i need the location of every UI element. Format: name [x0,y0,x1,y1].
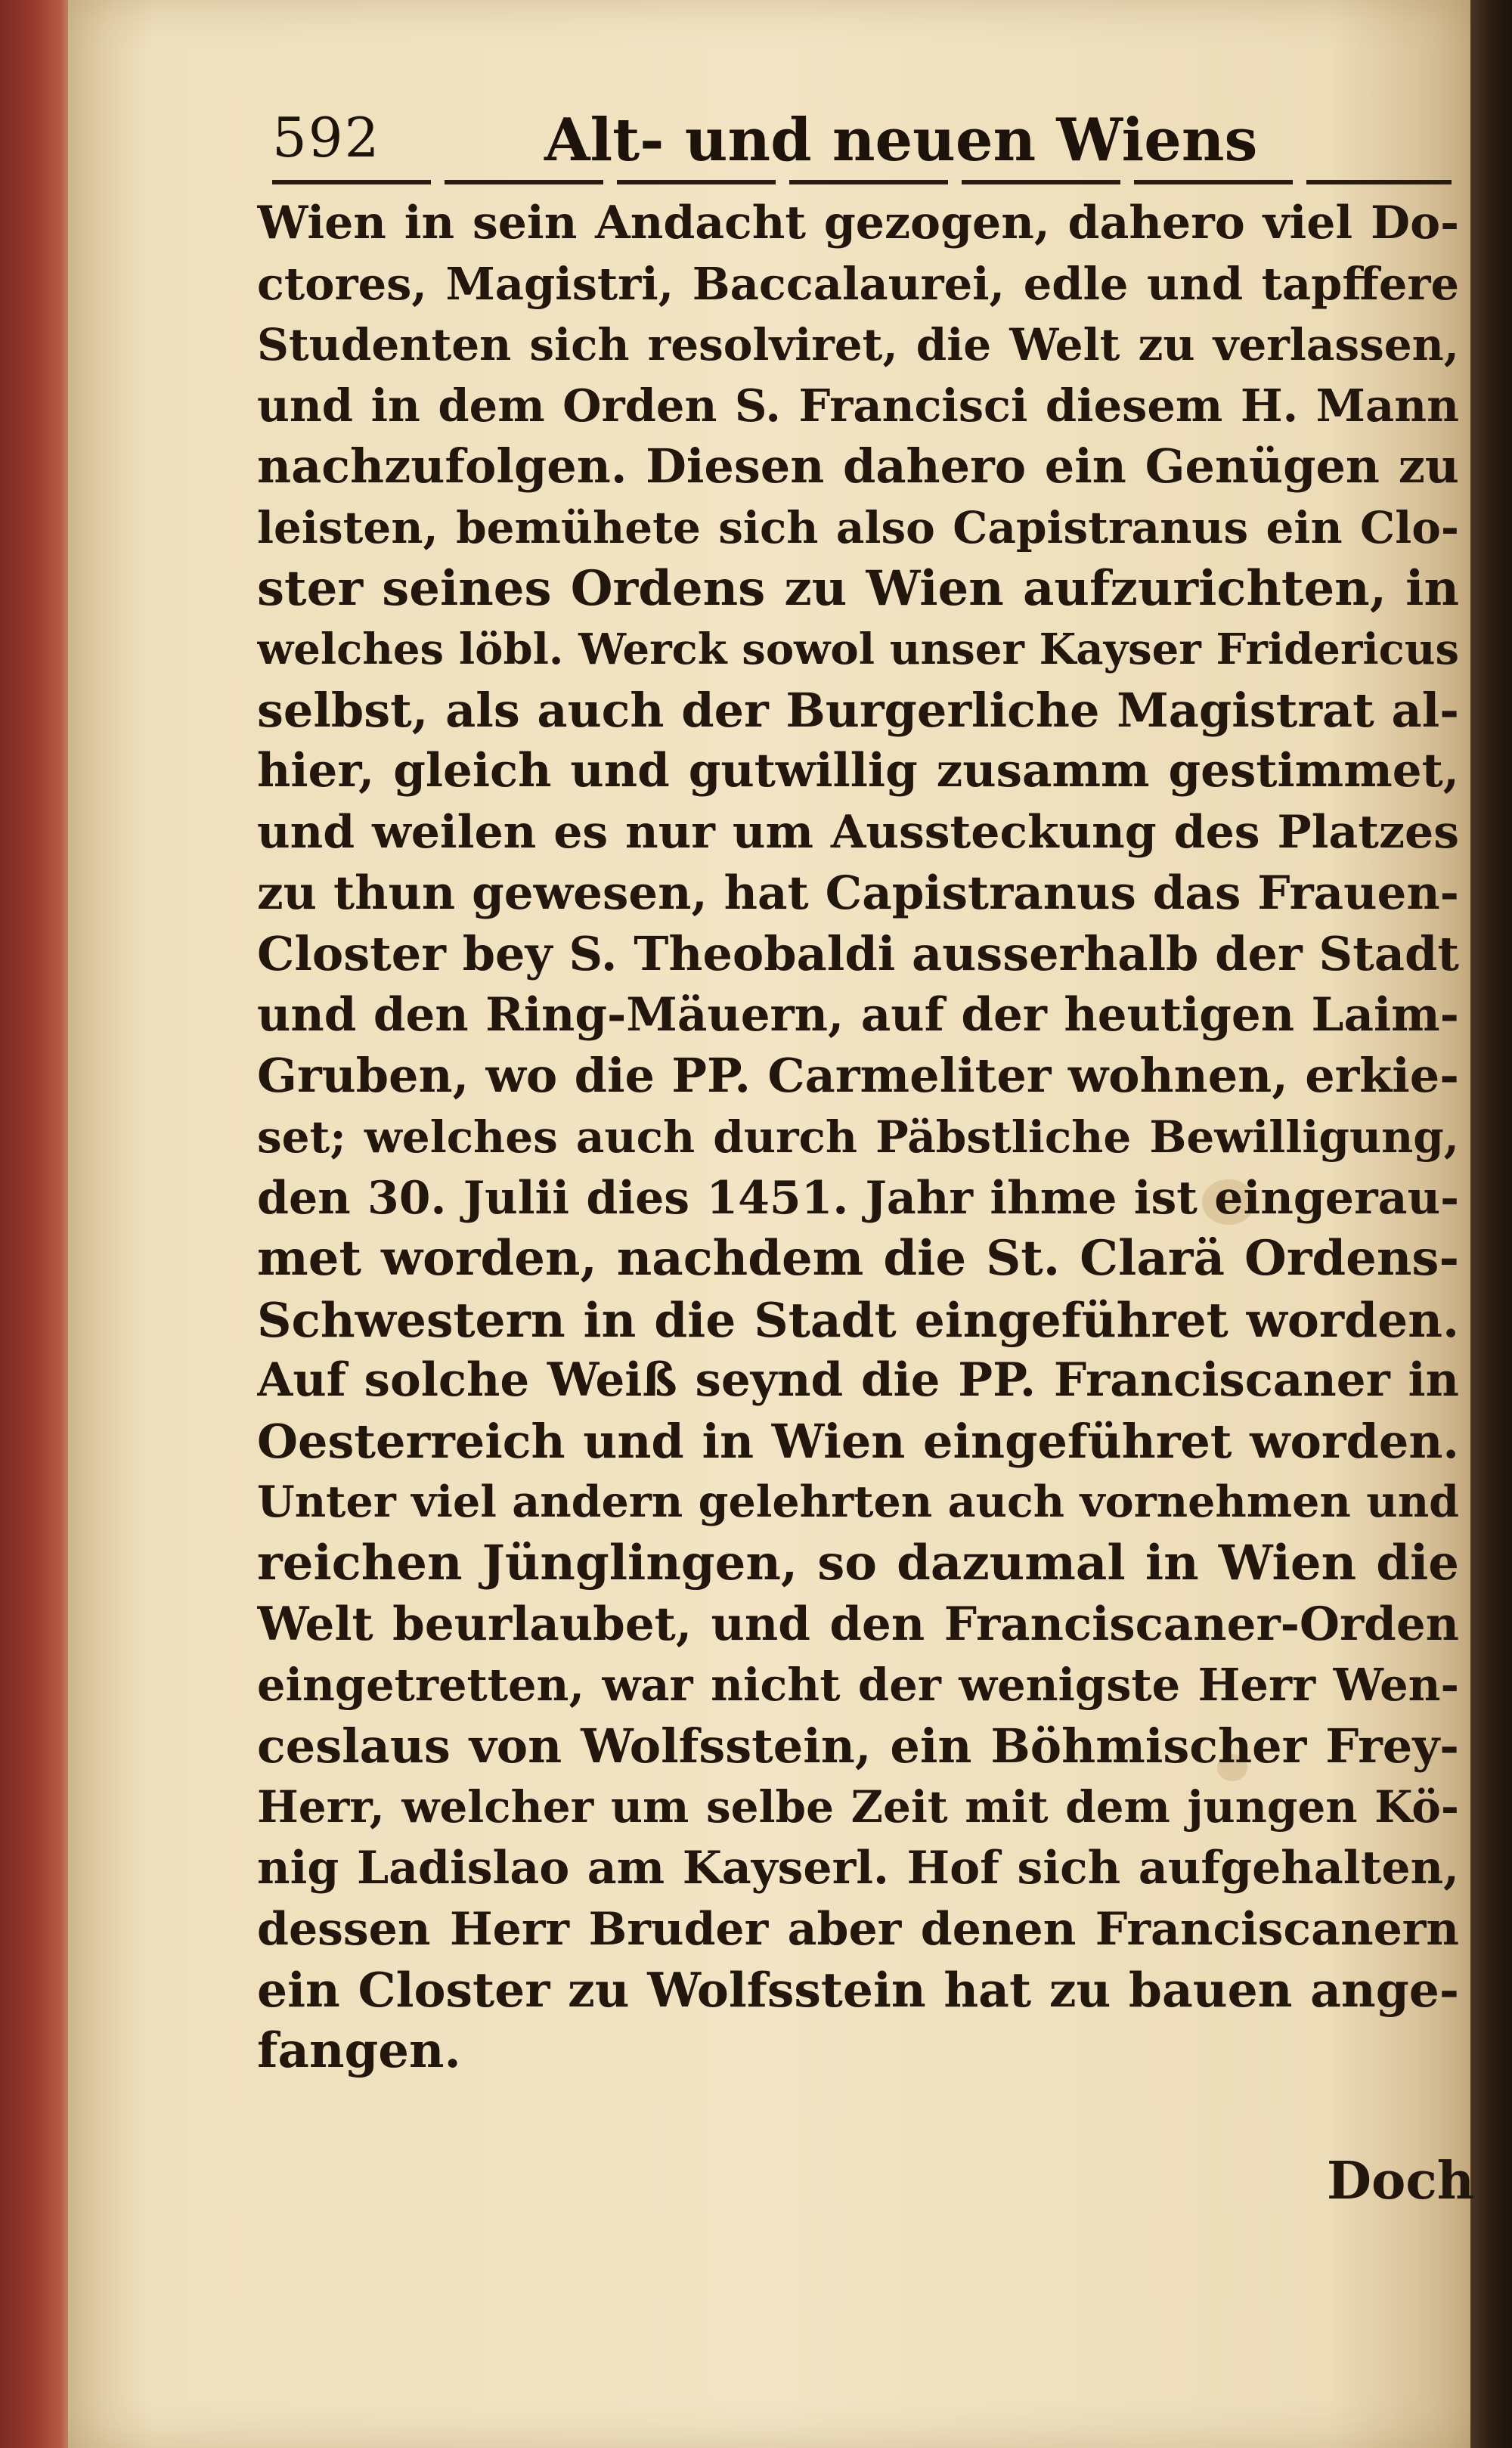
body-text [257,193,1459,2081]
text-line: Oesterreich und in Wien eingeführet worden. [257,1413,1459,1469]
text-line: Closter bey S. Theobaldi ausserhalb der Stadt [257,926,1459,982]
text-line: ceslaus von Wolfsstein, ein Böhmischer Frey- [257,1718,1459,1774]
running-head [272,106,1467,189]
text-line: met worden, nachdem die St. Clarä Ordens- [257,1230,1459,1288]
text-line: ster seines Ordens zu Wien aufzurichten, in [257,559,1459,617]
text-line: Herr, welcher um selbe Zeit mit dem jungen Kö- [257,1781,1459,1833]
text-line: nig Ladislao am Kayserl. Hof sich aufgehalten, [257,1842,1459,1895]
book-edge-right [1470,0,1512,2448]
text-line: Schwestern in die Stadt eingeführet worden. [257,1291,1459,1348]
text-line: Wien in sein Andacht gezogen, dahero viel Do- [257,197,1459,249]
text-line: Studenten sich resolviret, die Welt zu verlassen, [257,319,1459,371]
header-rule [272,180,1452,184]
text-line: den 30. Julii dies 1451. Jahr ihme ist eingerau- [257,1171,1459,1225]
text-line: und in dem Orden S. Francisci diesem H. Mann [257,379,1459,432]
book-edge-left [0,0,76,2448]
text-line: fangen. [257,2022,461,2079]
text-line: set; welches auch durch Päbstliche Bewilligung, [257,1111,1459,1163]
text-line: und weilen es nur um Aussteckung des Platzes [257,805,1459,859]
text-line: dessen Herr Bruder aber denen Franciscanern [257,1902,1459,1956]
page-number: 592 [272,106,381,169]
text-line: hier, gleich und gutwillig zusamm gestimmet, [257,744,1459,798]
text-line: zu thun gewesen, hat Capistranus das Frauen- [257,866,1459,920]
text-line: selbst, als auch der Burgerliche Magistrat al- [257,682,1459,738]
text-line: Auf solche Weiß seynd die PP. Franciscaner in [257,1353,1459,1408]
text-line: Gruben, wo die PP. Carmeliter wohnen, erkie- [257,1048,1459,1104]
text-line: welches löbl. Werck sowol unser Kayser Fridericus [257,624,1459,675]
text-line: leisten, bemühete sich also Capistranus ein Clo- [257,501,1459,553]
text-line: Welt beurlaubet, und den Franciscaner-Orden [257,1597,1459,1651]
catchword: Doch [1327,2151,1475,2211]
text-line: nachzufolgen. Diesen dahero ein Genügen zu [257,438,1459,494]
running-title: Alt- und neuen Wiens [544,106,1258,175]
text-line: eingetretten, war nicht der wenigste Herr Wen- [257,1659,1459,1712]
text-line: ein Closter zu Wolfsstein hat zu bauen ange- [257,1962,1459,2019]
text-line: und den Ring-Mäuern, auf der heutigen Laim- [257,987,1459,1042]
text-line: reichen Jünglingen, so dazumal in Wien die [257,1535,1459,1592]
text-line: ctores, Magistri, Baccalaurei, edle und tapffere [257,257,1459,310]
text-line: Unter viel andern gelehrten auch vornehmen und [257,1477,1459,1528]
